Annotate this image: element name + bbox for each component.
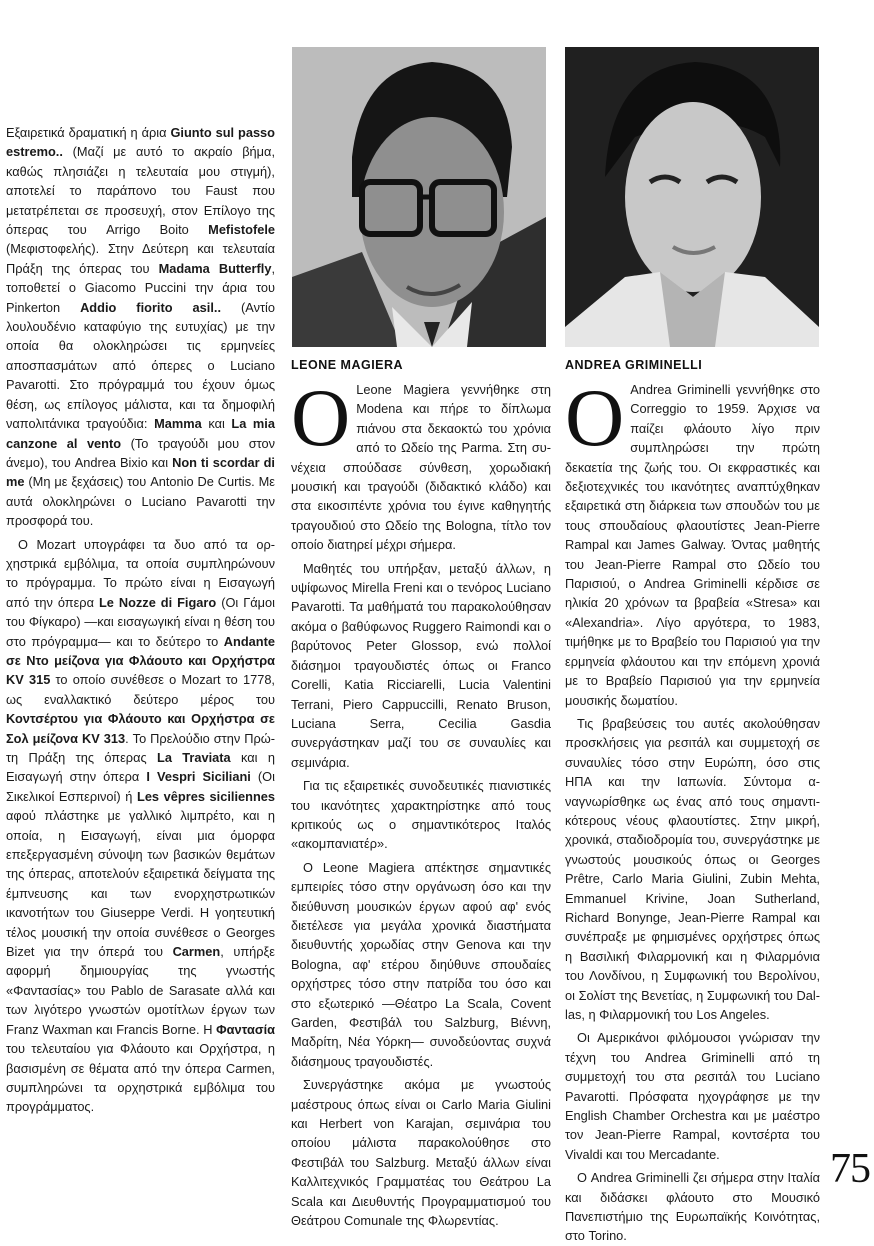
bio-lead-paragraph <box>291 372 551 555</box>
bio-paragraph: Οι Αμερικάνοι φιλόμουσοι γνώρισαν την τέχνη του Andrea Griminelli από τη συμμετοχή του στα ρεσιτάλ του Luciano Pavarotti. Πρόσφατα ηχογράφησε με την English Chamber Orchestra και με μαέστρο τον Jean-Pierre Rampal, κοντσέρτα του Vivaldi και του Mercadante. <box>565 1030 820 1162</box>
text-run: (Αντίο λουλουδένιο καταφύγιο της ευτυχίας) με την οποία θα ολοκληρώσει τις ερμηνείες αποσπασμάτων από όπερες ο Luciano Pavarotti. Στο πρόγραμμά του έχουν όμως θέση, ως επίλογος μάλιστα, και τα δημοφιλή ναπολιτάνικα τραγούδια: <box>6 299 275 432</box>
text-run: (Οι Σικελικοί Εσπερινοί) ή <box>6 769 275 804</box>
bio-lead-paragraph <box>565 372 820 710</box>
drop-cap: O <box>565 372 625 463</box>
caption-leone-magiera: LEONE MAGIERA <box>291 358 404 372</box>
bold-title: I Vespri Siciliani <box>146 769 251 785</box>
text-run: (Οι Γάμοι του Φίγκαρο) —και εισαγωγική είναι η θέση του στο πρόγραμμα— και το δεύτερο το <box>6 594 275 649</box>
bio-paragraph: Για τις εξαιρετικές συνοδευτικές πιανιστικές του ικανότητες χαρακτηρίστηκε από τους κριτικούς ως ο σημαντικότερος Ιταλός «ακομπανιατέρ». <box>291 778 551 852</box>
bio-leone-magiera <box>291 372 551 1230</box>
text-run: (Μαζί με αυτό το ακραίο βήμα, καθώς πλησιάζει η τελευταία μου στιγμή), αποτελεί το παράπονο του Faust που μετατρέπεται σε προσευχή, στον Επίλογο της όπερας του Arrigo Boito <box>6 144 275 238</box>
article-paragraph <box>6 535 275 1117</box>
bold-title: Mamma <box>154 416 202 432</box>
text-run: και η Εισαγωγή στην όπερα <box>6 750 275 785</box>
bold-title: Κοντσέρτου για Φλάουτο και Ορχήστρα σε Σολ μείζονα KV 313 <box>6 711 275 746</box>
page-number: 75 <box>830 1146 870 1192</box>
article-column-1 <box>6 123 275 1117</box>
bold-title: Mefistofele <box>208 222 275 238</box>
bold-title: La Traviata <box>157 750 231 765</box>
bold-title: Giunto sul passo estremo.. <box>6 125 275 160</box>
bold-title: Le Nozze di Figaro <box>98 594 217 610</box>
bio-paragraph: Ο Leone Magiera απέκτησε σημαντικές εμπειρίες τόσο στην οργάνωση όσο και την διεύθυνση μουσικών έργων αφού αφ' ενός διετέλεσε για μεγάλα χρονικά διαστήματα διευθυντής χορωδίας στην Genova και την Bologna, αφ' ετέρου διηύθυνε σπουδαίες ορχήστρες τόσο στην πατρίδα του όσο και στο εξωτερικό —Θέατρο La Scala, Covent Garden, Φεστιβάλ του Salzburg, Βιέννη, Μαδρίτη, Νέα Υόρκη— συνοδεύοντας συχνά διάσημους τραγουδιστές. <box>291 859 551 1069</box>
text-run: , υπήρξε αφορμή δημιουργίας της γνωστής «Φαντασίας» του Pablo de Sarasate αλλά και των λιγότερο γνωστών ομοτίτλων έργων των Franz Waxman και Francis Borne. Η <box>6 944 275 1037</box>
photo-andrea-griminelli <box>565 47 819 347</box>
bio-lead-text: Leone Magiera γεννήθηκε στη Modena και πήρε το δίπλωμα πιάνου στα δεκαοκτώ του χρόνια από το Ωδείο της Parma. Στη συνέχεια σπούδασε σύνθεση, χορωδιακή μουσική και τραγούδι (διδακτικό κλάδο) και στα εικοσιπέντε χρόνια του έγινε καθηγητής τραγουδιού στο Ωδείο της Bologna, τίτλο τον οποίο διατηρεί μέχρι σήμερα. <box>291 382 551 553</box>
bio-andrea-griminelli <box>565 372 820 1246</box>
caption-andrea-griminelli: ANDREA GRIMINELLI <box>565 358 703 372</box>
bold-title: Addio fiorito asil.. <box>80 299 222 315</box>
photo-leone-magiera <box>292 47 546 347</box>
portrait-leone-magiera <box>292 47 546 347</box>
text-run: το οποίο συνέθεσε ο Mozart το 1778, ως εναλλακτικό δεύτερο μέρος του <box>6 672 275 707</box>
bio-paragraph: Τις βραβεύσεις του αυτές ακολούθησαν προσκλήσεις για ρεσιτάλ και συμμετοχή σε συναυλίες τόσο στην Ευρώπη, όσο στις ΗΠΑ και την Ιαπωνία. Σύντομα αναγνωρίσθηκε ως ένας από τους σημαντικότερους νέους φλαουτίστες. Στην μικρή, χρονικά, σταδιοδρομία του, συνεργάστηκε με γνωστούς μουσικούς όπως οι Georges Prêtre, Carlo Maria Giulini, Zubin Mehta, Emmanuel Krivine, Joan Sutherland, Richard Bonynge, Jean-Pierre Rampal και συνέπραξε με φημισμένες ορχήστρες όπως η Βασιλική Φιλαρμονική και η Φιλαρμόνια του Λονδίνου, η Συμφωνική του Βερολίνου, οι Σολίστ της Βενετίας, η Συμφωνική του Dallas, η Φιλαρμονική του Los Angeles. <box>565 715 820 1022</box>
text-run: (Μεφιστοφελής). Στην Δεύτερη και τελευταία Πράξη της όπερας του <box>6 241 275 276</box>
bold-title: Madama Butterfly <box>158 260 272 276</box>
bold-title: La mia canzone al vento <box>6 416 275 451</box>
bold-title: Andante σε Ντο μείζονα για Φλάουτο και Ορχήστρα KV 315 <box>6 633 275 688</box>
bold-title: Non ti scordar di me <box>6 454 275 490</box>
drop-cap: O <box>291 372 351 463</box>
text-run: (Το τραγούδι μου στον άνεμο), του Andrea Bixio και <box>6 435 275 470</box>
text-run: Εξαιρετικά δραματική η άρια <box>6 125 171 140</box>
text-run: , τοποθετεί ο Giacomo Puccini την άρια του Pinkerton <box>6 260 275 315</box>
text-run: αφού πλάστηκε με γαλλικό λιμπρέτο, και η οποία, η Εισαγωγή, είναι μια όμορφα επεξεργασμένη σύνοψη των βασικών θεμάτων της όπερας, αποτελούν εξαιρετικά δείγματα της έμπνευσης και των ενορχηστρωτικών ικανοτήτων του Giuseppe Verdi. Η γοητευτική τέλος μουσική την οποία συνέθεσε ο Georges Bizet για την όπερά του <box>6 808 275 960</box>
bio-paragraph: Μαθητές του υπήρξαν, μεταξύ άλλων, η υψίφωνος Mirella Freni και ο τενόρος Luciano Pavarotti. Τα μαθήματά του παρακολούθησαν ακόμα ο βαθύφωνος Ruggero Raimondi και ο βαρύτονος Peter Glossop, ενώ πολλοί διάσημοι τραγουδιστές όπως οι Franco Corelli, Katia Ricciarelli, Lucia Valentini Terrani, Piero Cappuccilli, Renato Bruson, Luciana Serra, Cecilia Gasdia συνεργάστηκαν μαζί του σε συναυλίες και σεμινάρια. <box>291 560 551 770</box>
text-run: . Το Πρελούδιο στην Πρώτη Πράξη της όπερας <box>6 730 276 765</box>
text-run: (Μη με ξεχάσεις) του Antonio De Curtis. Με αυτά ολοκληρώνει ο Luciano Pavarotti την προσφορά του. <box>6 474 275 529</box>
bold-title: Φαντασία <box>216 1021 275 1037</box>
text-run: Ο Mozart υπογράφει τα δυο από τα ορχηστρικά εμβόλιμα, τα οποία συμπληρώνουν το πρόγραμμα. Το πρώτο είναι η Εισαγωγή από την όπερα <box>6 536 275 610</box>
text-run: του τελευταίου για Φλάουτο και Ορχήστρα, η βασισμένη σε θέματα από την όπερα Carmen, συμπληρώνει τα ορχηστρικά εμβόλιμα του προγράμματος. <box>6 1041 275 1115</box>
bold-title: Carmen <box>172 944 221 960</box>
bio-lead-text: Andrea Griminelli γεννήθηκε στο Correggio το 1959. Άρχισε να παίζει φλάουτο λίγο πριν συμπληρώσει την πρώτη δεκαετία της ζωής του. Οι εκφραστικές και δεξιοτεχνικές του ικανότητες αναπτύχθηκαν εξαιρετικά στη διάρκεια των σπουδών του με τους σπουδαίους φλαουτίστες Jean-Pierre Rampal και James Galway. Όντας μαθητής του Jean-Pierre Rampal στο Ωδείο του Παρισιού, ο Andrea Griminelli κέρδισε σε ηλικία 20 χρόνων τα βραβεία «Stresa» και «Alexandria». Λίγο αργότερα, το 1983, τιμήθηκε με το Βραβείο του Παρισιού για την ερμηνεία φλάουτου και την επόμενη χρονιά με το Βραβείο Παρισιού για την ερμηνεία μουσικής δωματίου. <box>565 382 820 708</box>
bold-title: Les vêpres siciliennes <box>137 788 275 804</box>
article-paragraph <box>6 123 275 531</box>
text-run: και <box>201 416 232 432</box>
portrait-andrea-griminelli <box>565 47 819 347</box>
bio-paragraph: Συνεργάστηκε ακόμα με γνωστούς μαέστρους όπως είναι οι Carlo Maria Giulini και Herbert von Karajan, σεμινάρια του οποίου μάλιστα παρακολούθησε στο Φεστιβάλ του Salzburg. Μεταξύ άλλων είναι Καλλιτεχνικός Γραμματέας του Θεάτρου La Scala και Διευθυντής Προγραμματισμού του Θεάτρου Comunale της Φλωρεντίας. <box>291 1077 551 1229</box>
bio-paragraph: Ο Andrea Griminelli ζει σήμερα στην Ιταλία και διδάσκει φλάουτο στο Μουσικό Πανεπιστήμιο της Ευρωπαϊκής Κοινότητας, στο Torino. <box>565 1170 820 1244</box>
